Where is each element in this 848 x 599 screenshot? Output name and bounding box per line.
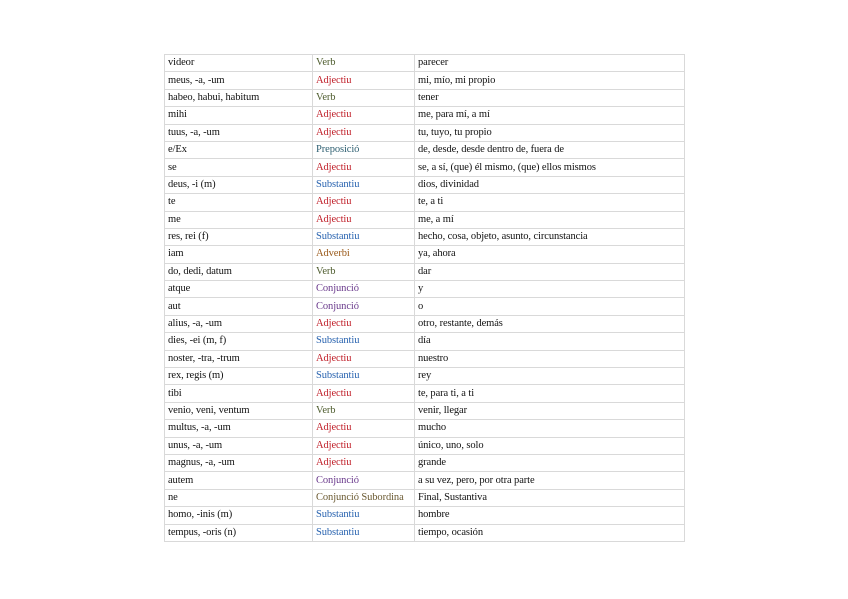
spanish-translation: venir, llegar <box>415 402 685 419</box>
table-row <box>165 489 685 506</box>
spanish-translation: dios, divinidad <box>415 176 685 193</box>
latin-term: meus, -a, -um <box>165 72 313 89</box>
spanish-translation: a su vez, pero, por otra parte <box>415 472 685 489</box>
part-of-speech: Verb <box>313 89 415 106</box>
table-row <box>165 333 685 350</box>
spanish-translation: tener <box>415 89 685 106</box>
part-of-speech: Adjectiu <box>313 124 415 141</box>
table-row <box>165 281 685 298</box>
table-row <box>165 89 685 106</box>
latin-term: noster, -tra, -trum <box>165 350 313 367</box>
latin-term: homo, -inis (m) <box>165 507 313 524</box>
part-of-speech: Conjunció <box>313 281 415 298</box>
latin-term: mihi <box>165 107 313 124</box>
part-of-speech: Adjectiu <box>313 385 415 402</box>
latin-term: do, dedi, datum <box>165 263 313 280</box>
part-of-speech: Preposició <box>313 141 415 158</box>
spanish-translation: hombre <box>415 507 685 524</box>
spanish-translation: dar <box>415 263 685 280</box>
table-row <box>165 72 685 89</box>
latin-term: alius, -a, -um <box>165 315 313 332</box>
spanish-translation: me, para mí, a mí <box>415 107 685 124</box>
latin-term: res, rei (f) <box>165 228 313 245</box>
spanish-translation: rey <box>415 368 685 385</box>
table-row <box>165 176 685 193</box>
part-of-speech: Substantiu <box>313 176 415 193</box>
latin-term: deus, -i (m) <box>165 176 313 193</box>
latin-term: venio, veni, ventum <box>165 402 313 419</box>
table-row <box>165 228 685 245</box>
table-row <box>165 368 685 385</box>
spanish-translation: mucho <box>415 420 685 437</box>
spanish-translation: mi, mío, mi propio <box>415 72 685 89</box>
latin-term: e/Ex <box>165 141 313 158</box>
part-of-speech: Adjectiu <box>313 350 415 367</box>
latin-term: atque <box>165 281 313 298</box>
part-of-speech: Adjectiu <box>313 454 415 471</box>
table-row <box>165 55 685 72</box>
part-of-speech: Adjectiu <box>313 107 415 124</box>
table-row <box>165 159 685 176</box>
part-of-speech: Substantiu <box>313 507 415 524</box>
table-row <box>165 454 685 471</box>
spanish-translation: tiempo, ocasión <box>415 524 685 541</box>
part-of-speech: Conjunció Subordina <box>313 489 415 506</box>
table-row <box>165 420 685 437</box>
part-of-speech: Substantiu <box>313 524 415 541</box>
part-of-speech: Adjectiu <box>313 437 415 454</box>
part-of-speech: Adjectiu <box>313 194 415 211</box>
part-of-speech: Adverbi <box>313 246 415 263</box>
table-row <box>165 350 685 367</box>
latin-term: magnus, -a, -um <box>165 454 313 471</box>
spanish-translation: ya, ahora <box>415 246 685 263</box>
spanish-translation: me, a mí <box>415 211 685 228</box>
part-of-speech: Verb <box>313 55 415 72</box>
latin-term: ne <box>165 489 313 506</box>
spanish-translation: otro, restante, demás <box>415 315 685 332</box>
spanish-translation: día <box>415 333 685 350</box>
table-row <box>165 315 685 332</box>
part-of-speech: Adjectiu <box>313 420 415 437</box>
part-of-speech: Adjectiu <box>313 159 415 176</box>
latin-term: multus, -a, -um <box>165 420 313 437</box>
spanish-translation: tu, tuyo, tu propio <box>415 124 685 141</box>
part-of-speech: Substantiu <box>313 368 415 385</box>
spanish-translation: hecho, cosa, objeto, asunto, circunstancia <box>415 228 685 245</box>
vocabulary-table <box>164 54 685 542</box>
part-of-speech: Substantiu <box>313 333 415 350</box>
latin-term: rex, regis (m) <box>165 368 313 385</box>
part-of-speech: Adjectiu <box>313 211 415 228</box>
table-row <box>165 437 685 454</box>
latin-term: me <box>165 211 313 228</box>
latin-term: se <box>165 159 313 176</box>
table-row <box>165 246 685 263</box>
spanish-translation: de, desde, desde dentro de, fuera de <box>415 141 685 158</box>
table-row <box>165 211 685 228</box>
part-of-speech: Conjunció <box>313 298 415 315</box>
table-row <box>165 263 685 280</box>
table-row <box>165 385 685 402</box>
latin-term: unus, -a, -um <box>165 437 313 454</box>
spanish-translation: grande <box>415 454 685 471</box>
latin-term: tuus, -a, -um <box>165 124 313 141</box>
latin-term: iam <box>165 246 313 263</box>
latin-term: dies, -ei (m, f) <box>165 333 313 350</box>
latin-term: habeo, habui, habitum <box>165 89 313 106</box>
spanish-translation: parecer <box>415 55 685 72</box>
spanish-translation: se, a sí, (que) él mismo, (que) ellos mismos <box>415 159 685 176</box>
part-of-speech: Substantiu <box>313 228 415 245</box>
table-row <box>165 507 685 524</box>
vocabulary-table-body <box>165 55 685 542</box>
latin-term: videor <box>165 55 313 72</box>
table-row <box>165 194 685 211</box>
part-of-speech: Adjectiu <box>313 72 415 89</box>
part-of-speech: Conjunció <box>313 472 415 489</box>
part-of-speech: Adjectiu <box>313 315 415 332</box>
spanish-translation: y <box>415 281 685 298</box>
spanish-translation: nuestro <box>415 350 685 367</box>
spanish-translation: o <box>415 298 685 315</box>
table-row <box>165 402 685 419</box>
part-of-speech: Verb <box>313 402 415 419</box>
part-of-speech: Verb <box>313 263 415 280</box>
table-row <box>165 472 685 489</box>
latin-term: aut <box>165 298 313 315</box>
latin-term: te <box>165 194 313 211</box>
spanish-translation: Final, Sustantiva <box>415 489 685 506</box>
latin-term: tempus, -oris (n) <box>165 524 313 541</box>
table-row <box>165 141 685 158</box>
latin-term: autem <box>165 472 313 489</box>
table-row <box>165 107 685 124</box>
table-row <box>165 298 685 315</box>
spanish-translation: te, para ti, a ti <box>415 385 685 402</box>
spanish-translation: único, uno, solo <box>415 437 685 454</box>
table-row <box>165 524 685 541</box>
spanish-translation: te, a ti <box>415 194 685 211</box>
latin-term: tibi <box>165 385 313 402</box>
table-row <box>165 124 685 141</box>
